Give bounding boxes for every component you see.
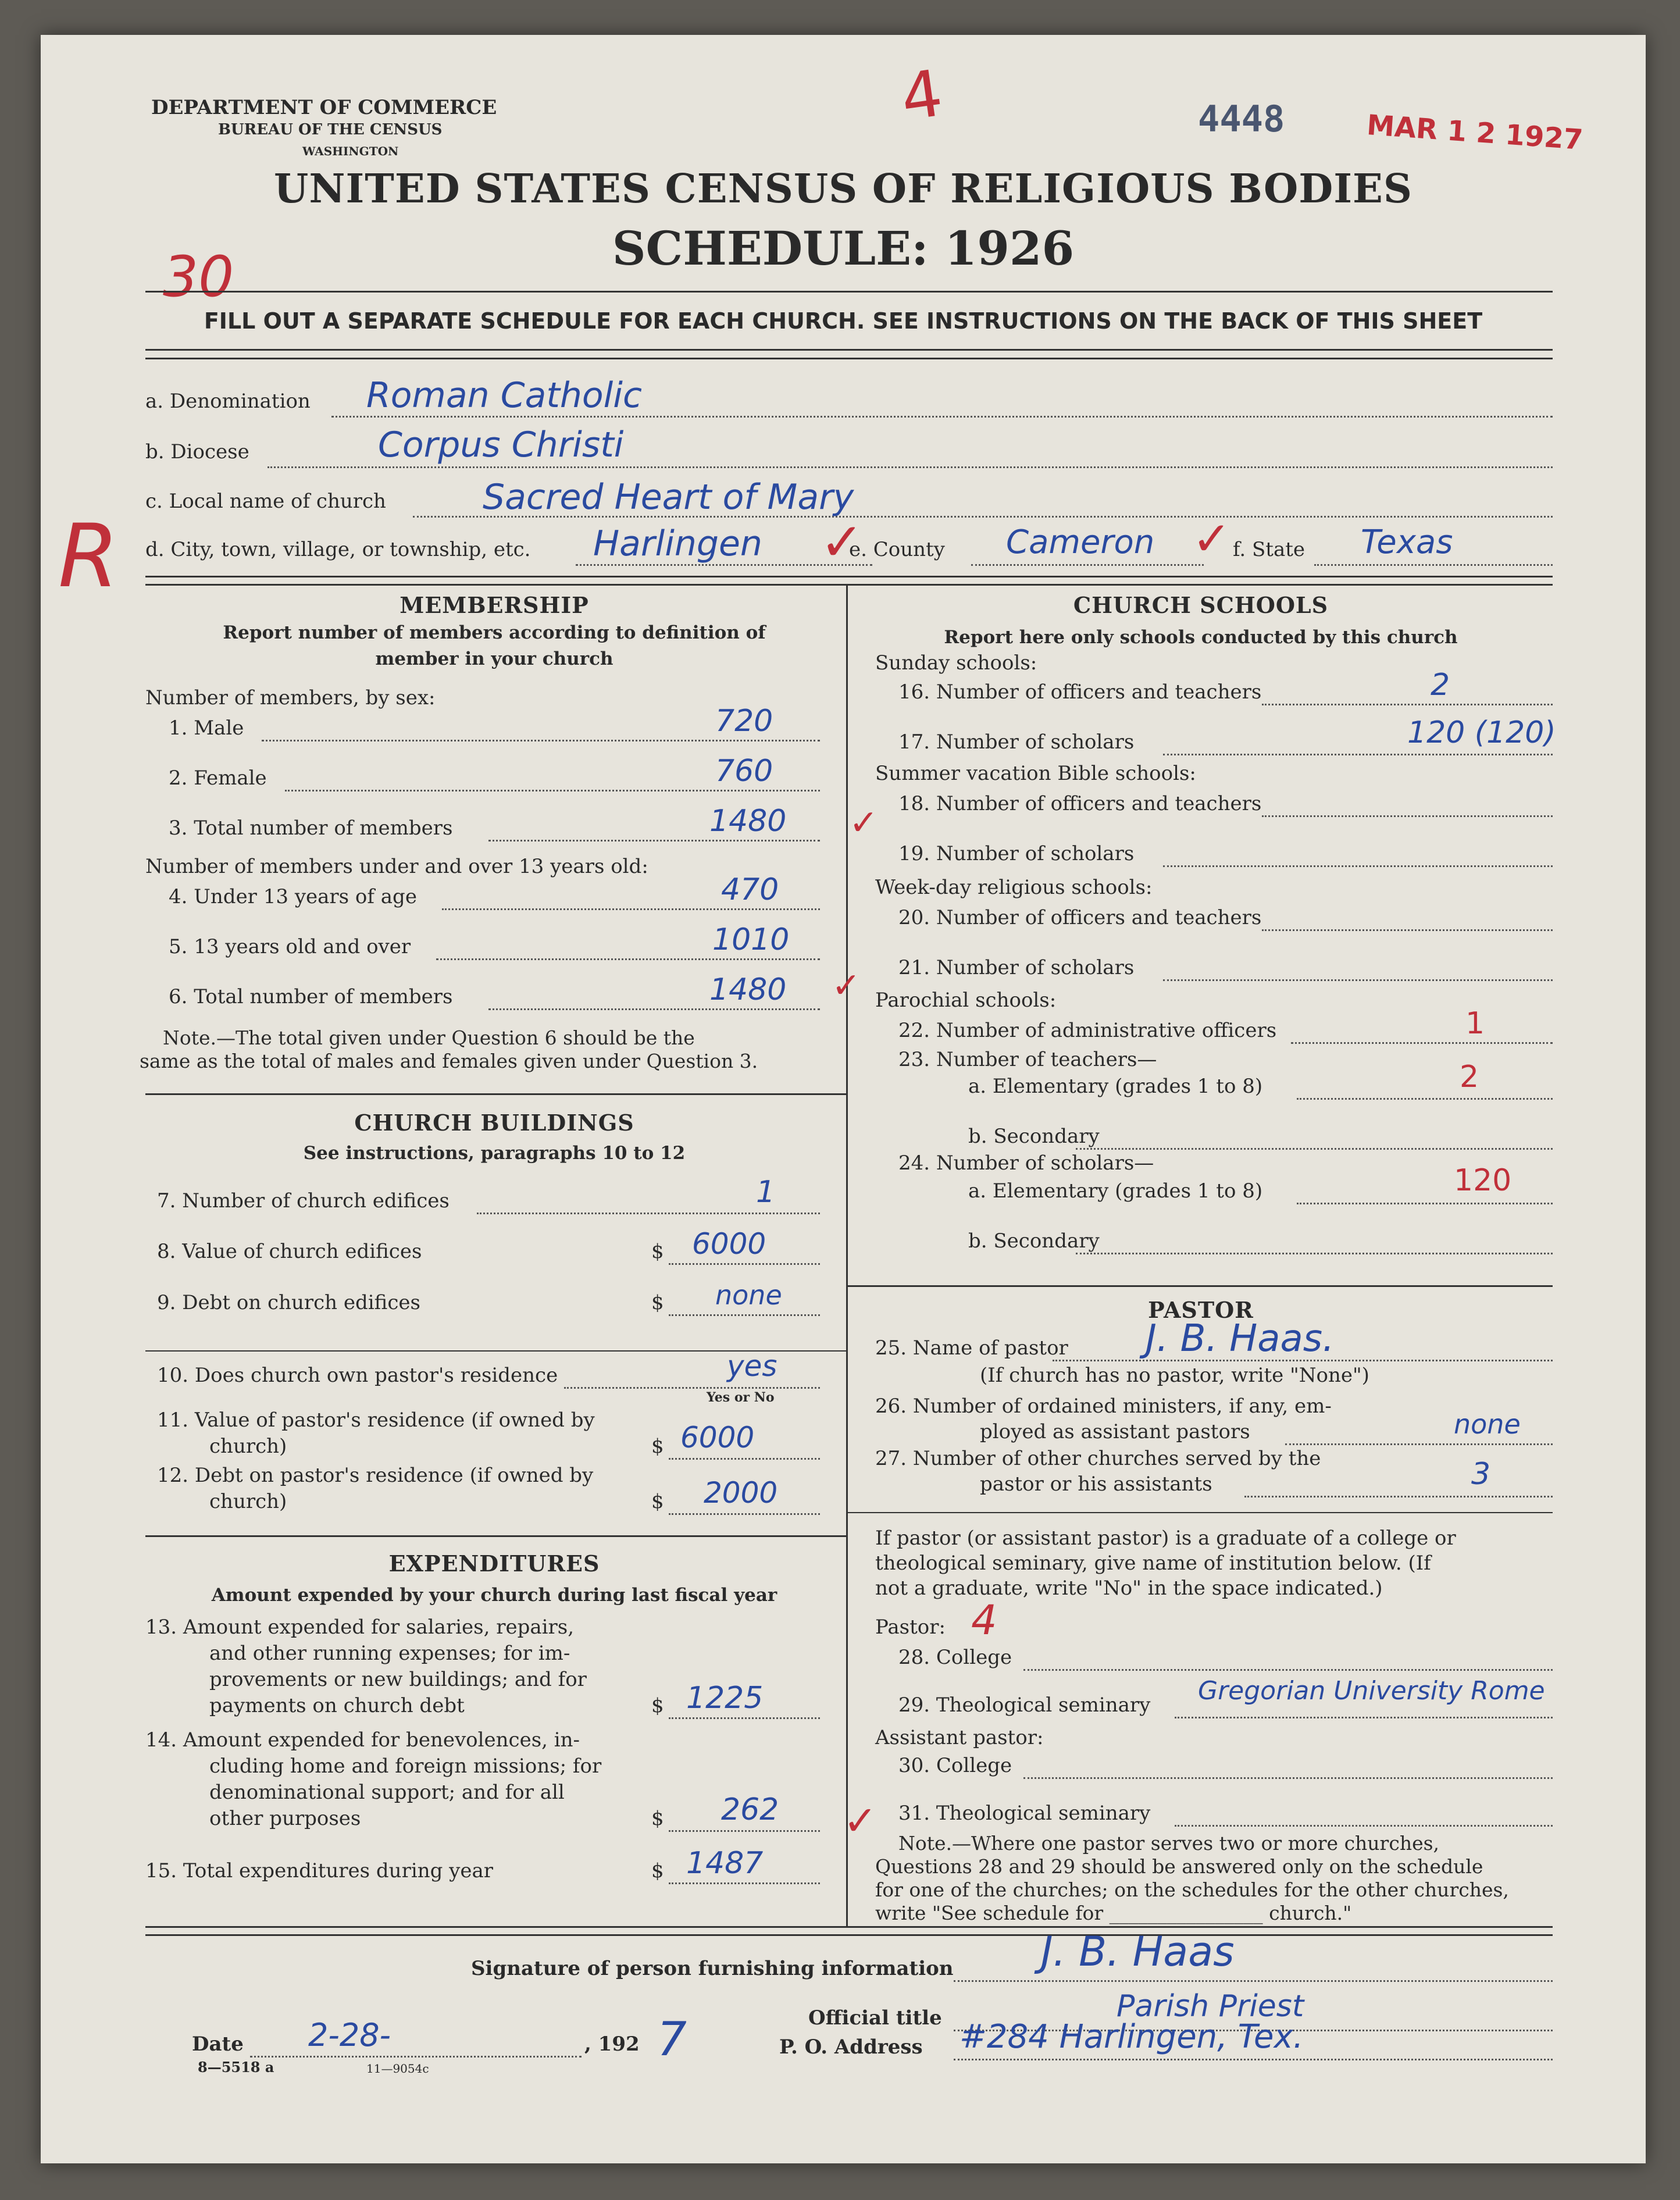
q29-value: Gregorian University Rome: [1198, 1676, 1545, 1706]
q11-value: 6000: [680, 1421, 755, 1454]
q12-label-2: church): [209, 1490, 287, 1513]
received-date-stamp: MAR 1 2 1927: [1365, 109, 1584, 156]
summer-schools-label: Summer vacation Bible schools:: [875, 762, 1196, 785]
county-value: Cameron: [1006, 523, 1155, 561]
document-title: UNITED STATES CENSUS OF RELIGIOUS BODIES: [274, 166, 1413, 212]
membership-title: MEMBERSHIP: [400, 592, 589, 618]
q2-label: 2. Female: [169, 766, 267, 790]
q16-value: 2: [1431, 668, 1450, 703]
age-heading: Number of members under and over 13 years old:: [145, 855, 648, 878]
census-schedule-sheet: DEPARTMENT OF COMMERCE BUREAU OF THE CENSUS WASHINGTON 4448 MAR 1 2 1927 4 30 R UNITED STATES CENSUS OF RELIGIOUS BODIES SCHEDULE: 1926 FILL OUT A SEPARATE SCHEDULE FOR EACH CHURCH. SEE INSTRUCTIONS ON THE BACK OF THIS SHEET a. Denomination Roman Catholic b. Diocese Corpus Christi c. Local name of church Sacred Heart of Mary d. City, town, village, or township, etc. Harlingen ✓ e. County Cameron ✓ f. State Texas MEMBERSHIP Report number of members according to definition of member in your church Number of members, by sex: 1. Male 720 2. Female 760 3. Total number of members 1480 ✓ Number of members under and over 13 years old: 4. Under 13 years of age 470 5. 13 years old and over 1010 6. Total number of members 1480 ✓ Note.—The total given under Question 6 should be the same as the total of males and females given under Question 3. CHURCH BUILDINGS See instructions, paragraphs 10 to 12 7. Number of church edifices 1 8. Value of church edifices $ 6000 9. Debt on church edifices $ none 10. Does church own pastor's residence yes Yes or No 11. Value of pastor's residence (if owned by church) $ 6000 12. Debt on pastor's residence (if owned by church) $ 2000 EXPENDITURES Amount expended by your church during last fiscal year 13. Amount expended for salaries, repairs, and other running expenses; for im- provements or new buildings; and for payments on church debt $ 1225 14. Amount expended for benevolences, in- cluding home and foreign missions; for denominational support; and for all other purposes $ 262 ✓ 15. Total expenditures during year $ 1487 CHURCH SCHOOLS Report here only schools conducted by this church Sunday schools: 16. Number of officers and teachers 2 17. Number of scholars 120 (120) Summer vacation Bible schools: 18. Number of officers and teachers 19. Number of scholars Week-day religious schools: 20. Number of officers and teachers 21. Number of scholars Parochial schools: 22. Number of administrative officers 1 23. Number of teachers— a. Elementary (grades 1 to 8) 2 b. Secondary 24. Number of scholars— a. Elementary (grades 1 to 8) 120 b. Secondary PASTOR 25. Name of pastor J. B. Haas. (If church has no pastor, write "None") 26. Number of ordained ministers, if any, em- ployed as assistant pastors none 27. Number of other churches served by the pastor or his assistants 3 If pastor (or assistant pastor) is a graduate of a college or theological seminary, give name of institution below. (If not a graduate, write "No" in the space indicated.) Pastor: 4 28. College 29. Theological seminary Gregorian University Rome Assistant pastor: 30. College 31. Theological seminary Note.—Where one pastor serves two or more churches, Questions 28 and 29 should be answered only on the schedule for one of the churches; on the schedules for the other churches, write "See schedule for ________________ church." Signature of person furnishing information J. B. Haas Official title Parish Priest Date 2-28- , 192 7 P. O. Address #284 Harlingen, Tex. 8—5518 a 11—9054c: [41, 35, 1646, 2163]
po-address-value: #284 Harlingen, Tex.: [960, 2018, 1304, 2056]
church-name-label: c. Local name of church: [145, 490, 386, 513]
dollar-sign: $: [651, 1807, 664, 1830]
pastor-note-2: Questions 28 and 29 should be answered only on the schedule: [875, 1855, 1483, 1878]
q15-value: 1487: [686, 1846, 764, 1881]
q20-label: 20. Number of officers and teachers: [898, 906, 1262, 929]
q23a-label: a. Elementary (grades 1 to 8): [968, 1075, 1263, 1098]
membership-intro: Report number of members according to definition of: [223, 622, 766, 643]
q23-label: 23. Number of teachers—: [898, 1048, 1157, 1071]
q17-label: 17. Number of scholars: [898, 730, 1135, 754]
q27-label: 27. Number of other churches served by the: [875, 1447, 1321, 1470]
schedule-title: SCHEDULE: 1926: [612, 221, 1075, 276]
q11-label-2: church): [209, 1435, 287, 1458]
weekday-schools-label: Week-day religious schools:: [875, 876, 1153, 899]
q14-label-3: denominational support; and for all: [209, 1781, 565, 1804]
q17-value: 120 (120): [1407, 715, 1556, 750]
signature-value: J. B. Haas: [1041, 1928, 1235, 1976]
dollar-sign: $: [651, 1240, 664, 1263]
denomination-value: Roman Catholic: [366, 375, 642, 416]
official-title-value: Parish Priest: [1117, 1989, 1304, 2024]
q13-label-2: and other running expenses; for im-: [209, 1642, 570, 1665]
q5-value: 1010: [712, 922, 790, 957]
q26-label-2: ployed as assistant pastors: [980, 1420, 1250, 1443]
q7-label: 7. Number of church edifices: [157, 1189, 450, 1213]
q9-label: 9. Debt on church edifices: [157, 1291, 420, 1314]
pastor-note-4: write "See schedule for ________________ church.": [875, 1902, 1352, 1924]
q4-value: 470: [721, 872, 779, 907]
q24-label: 24. Number of scholars—: [898, 1151, 1154, 1175]
dollar-sign: $: [651, 1694, 664, 1717]
q2-value: 760: [715, 754, 773, 789]
q6-value: 1480: [709, 972, 787, 1007]
q13-label-3: provements or new buildings; and for: [209, 1668, 587, 1691]
q13-label-4: payments on church debt: [209, 1694, 465, 1717]
pastor-note-3: for one of the churches; on the schedules for the other churches,: [875, 1878, 1509, 1901]
q4-label: 4. Under 13 years of age: [169, 885, 417, 908]
q21-label: 21. Number of scholars: [898, 956, 1135, 979]
assistant-pastor-subhead: Assistant pastor:: [875, 1726, 1044, 1749]
red-pencil-30: 30: [163, 244, 234, 309]
q22-value: 1: [1465, 1006, 1485, 1041]
q10-label: 10. Does church own pastor's residence: [157, 1364, 558, 1387]
q3-value: 1480: [709, 804, 787, 839]
q1-value: 720: [715, 704, 773, 739]
q11-label: 11. Value of pastor's residence (if owned by: [157, 1409, 595, 1432]
city-label-d: d. City, town, village, or township, etc.: [145, 538, 531, 561]
q1-label: 1. Male: [169, 716, 244, 740]
department-label: DEPARTMENT OF COMMERCE: [151, 96, 497, 119]
graduate-instructions: If pastor (or assistant pastor) is a graduate of a college or: [875, 1527, 1456, 1550]
q12-label: 12. Debt on pastor's residence (if owned by: [157, 1464, 594, 1487]
county-label: e. County: [849, 538, 945, 561]
bureau-label: BUREAU OF THE CENSUS: [218, 121, 443, 138]
q31-label: 31. Theological seminary: [898, 1802, 1151, 1825]
dollar-sign: $: [651, 1435, 664, 1458]
yes-no-hint: Yes or No: [707, 1390, 775, 1405]
church-name-value: Sacred Heart of Mary: [483, 477, 854, 518]
q12-value: 2000: [704, 1476, 778, 1510]
sunday-schools-label: Sunday schools:: [875, 651, 1037, 675]
print-number: 11—9054c: [366, 2062, 429, 2076]
q14-label: 14. Amount expended for benevolences, in-: [145, 1728, 580, 1752]
q30-label: 30. College: [898, 1754, 1012, 1777]
by-sex-label: Number of members, by sex:: [145, 686, 436, 709]
membership-note: Note.—The total given under Question 6 should be the: [163, 1026, 695, 1049]
membership-intro-2: member in your church: [375, 648, 613, 669]
pastor-note: Note.—Where one pastor serves two or more churches,: [898, 1832, 1440, 1855]
dollar-sign: $: [651, 1859, 664, 1882]
q16-label: 16. Number of officers and teachers: [898, 680, 1262, 704]
instruction-line: FILL OUT A SEPARATE SCHEDULE FOR EACH CHURCH. SEE INSTRUCTIONS ON THE BACK OF THIS SHEET: [204, 308, 1483, 334]
q14-value: 262: [721, 1792, 779, 1827]
q29-label: 29. Theological seminary: [898, 1693, 1151, 1717]
q25-value: J. B. Haas.: [1146, 1317, 1335, 1360]
q5-label: 5. 13 years old and over: [169, 935, 411, 958]
red-pencil-number: 4: [896, 55, 947, 136]
q13-value: 1225: [686, 1681, 764, 1716]
signature-label: Signature of person furnishing information: [471, 1957, 954, 1980]
membership-note-2: same as the total of males and females given under Question 3.: [140, 1050, 758, 1072]
official-title-label: Official title: [808, 2006, 942, 2030]
q6-label: 6. Total number of members: [169, 985, 453, 1008]
buildings-title: CHURCH BUILDINGS: [354, 1110, 634, 1136]
q14-label-4: other purposes: [209, 1807, 361, 1830]
pastor-title: PASTOR: [1148, 1297, 1254, 1323]
city-label: WASHINGTON: [302, 144, 399, 158]
q8-label: 8. Value of church edifices: [157, 1240, 422, 1263]
q19-label: 19. Number of scholars: [898, 842, 1135, 865]
parochial-schools-label: Parochial schools:: [875, 989, 1057, 1012]
schools-title: CHURCH SCHOOLS: [1073, 592, 1329, 618]
state-value: Texas: [1361, 523, 1453, 561]
q15-label: 15. Total expenditures during year: [145, 1859, 494, 1882]
q14-label-2: cluding home and foreign missions; for: [209, 1755, 602, 1778]
q23b-label: b. Secondary: [968, 1125, 1100, 1148]
red-pencil-R: R: [58, 506, 119, 607]
diocese-label: b. Diocese: [145, 440, 249, 463]
city-value: Harlingen: [593, 523, 762, 564]
stamp-number: 4448: [1198, 98, 1285, 140]
dollar-sign: $: [651, 1490, 664, 1513]
pastor-subhead: Pastor:: [875, 1616, 946, 1639]
date-value: 2-28-: [308, 2017, 391, 2053]
q25-label: 25. Name of pastor: [875, 1336, 1068, 1360]
q24b-label: b. Secondary: [968, 1229, 1100, 1253]
graduate-instructions-2: theological seminary, give name of institution below. (If: [875, 1552, 1431, 1575]
q10-value: yes: [727, 1349, 777, 1383]
form-number: 8—5518 a: [198, 2059, 274, 2076]
q25-note: (If church has no pastor, write "None"): [980, 1364, 1369, 1387]
q13-label: 13. Amount expended for salaries, repairs,: [145, 1616, 575, 1639]
q24a-value: 120: [1454, 1163, 1512, 1198]
q26-label: 26. Number of ordained ministers, if any, em-: [875, 1395, 1332, 1418]
q7-value: 1: [756, 1175, 776, 1210]
buildings-sub: See instructions, paragraphs 10 to 12: [303, 1143, 686, 1164]
q26-value: none: [1454, 1409, 1521, 1440]
dollar-sign: $: [651, 1291, 664, 1314]
denomination-label: a. Denomination: [145, 390, 311, 413]
state-label: f. State: [1233, 538, 1305, 561]
year-prefix: , 192: [584, 2033, 640, 2056]
schools-sub: Report here only schools conducted by this church: [944, 627, 1458, 648]
q3-label: 3. Total number of members: [169, 816, 453, 840]
q24a-label: a. Elementary (grades 1 to 8): [968, 1179, 1263, 1203]
q22-label: 22. Number of administrative officers: [898, 1019, 1277, 1042]
q9-value: none: [715, 1279, 782, 1311]
po-address-label: P. O. Address: [779, 2035, 923, 2059]
q23a-value: 2: [1460, 1060, 1479, 1094]
date-label: Date: [192, 2033, 244, 2056]
expenditures-sub: Amount expended by your church during last fiscal year: [211, 1585, 777, 1606]
expenditures-title: EXPENDITURES: [388, 1550, 600, 1577]
q28-label: 28. College: [898, 1646, 1012, 1669]
q18-label: 18. Number of officers and teachers: [898, 792, 1262, 815]
q27-label-2: pastor or his assistants: [980, 1472, 1212, 1496]
year-digit: 7: [657, 2012, 687, 2066]
q8-value: 6000: [692, 1227, 766, 1261]
diocese-value: Corpus Christi: [378, 425, 624, 465]
q27-value: 3: [1471, 1457, 1491, 1492]
graduate-instructions-3: not a graduate, write "No" in the space indicated.): [875, 1577, 1383, 1600]
